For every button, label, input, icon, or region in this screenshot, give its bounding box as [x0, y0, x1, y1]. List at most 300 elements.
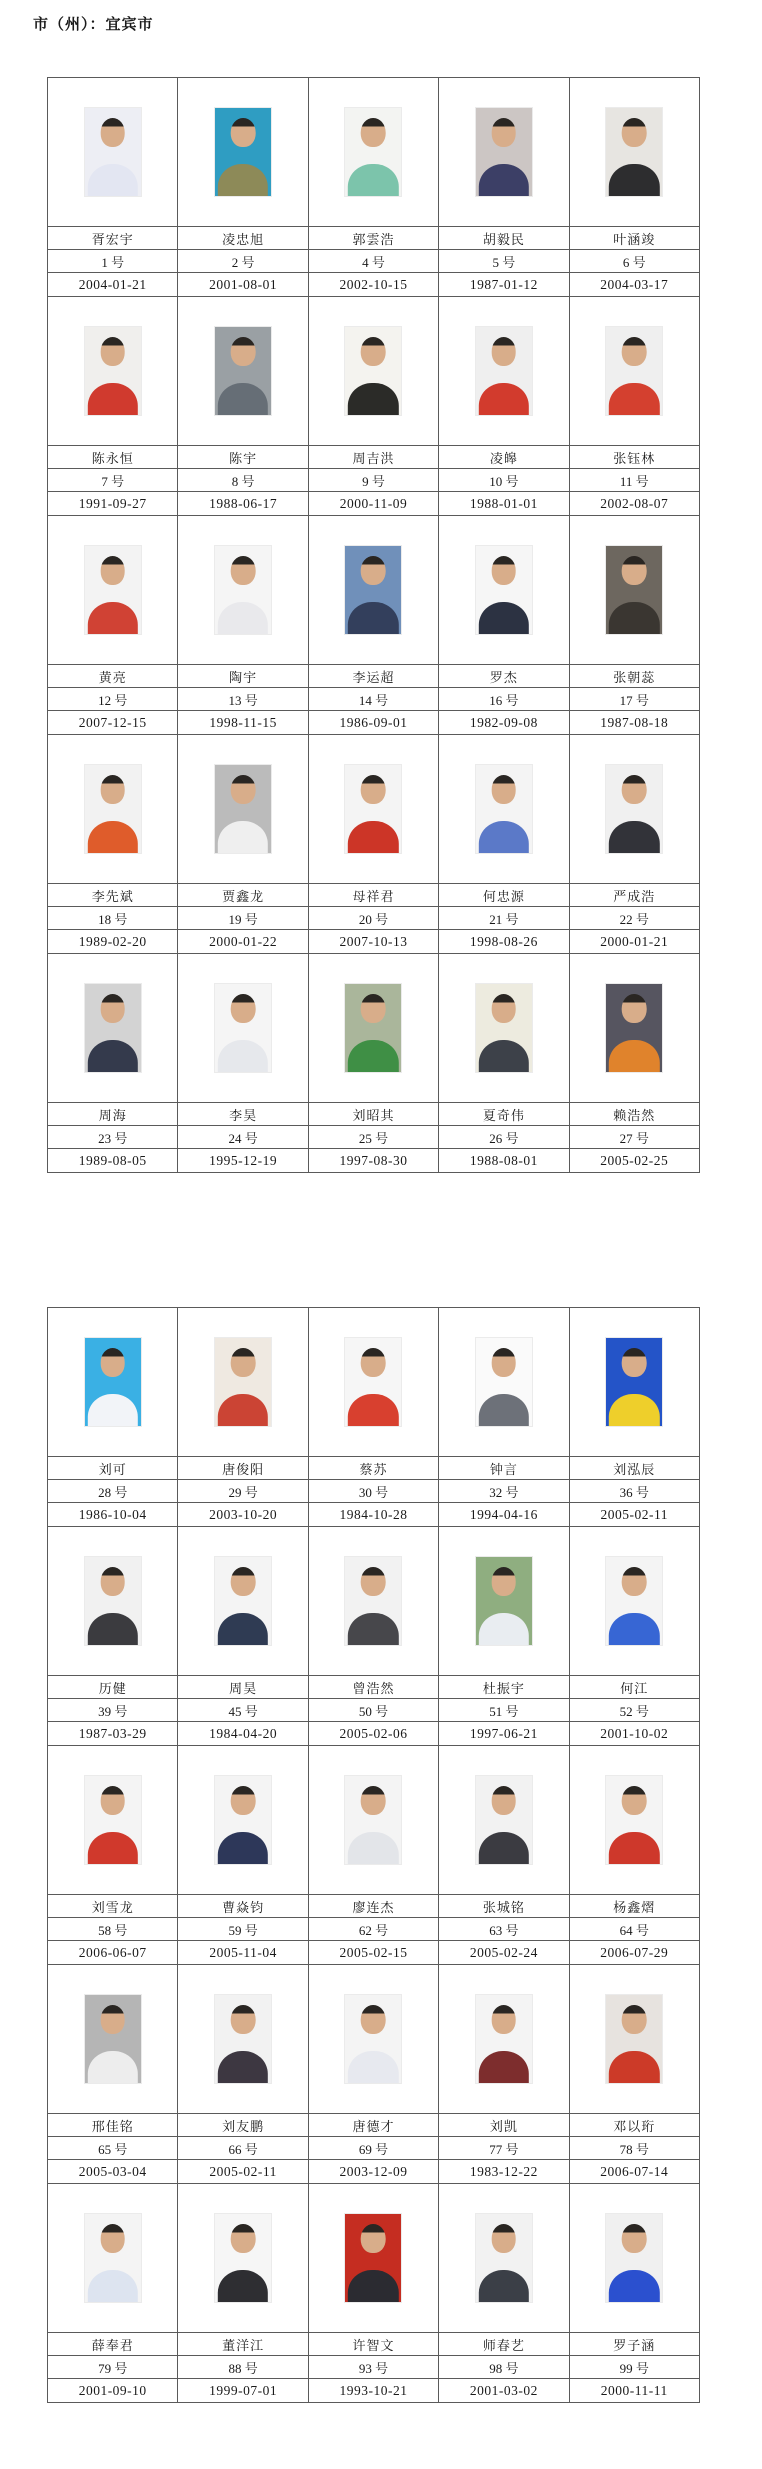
- player-number: 12 号: [48, 688, 178, 711]
- person-head-silhouette: [361, 556, 386, 585]
- player-name: 邓以珩: [569, 2114, 699, 2137]
- player-photo: [606, 765, 662, 853]
- player-number: 8 号: [178, 469, 308, 492]
- player-number: 21 号: [439, 907, 569, 930]
- player-photo: [85, 1776, 141, 1864]
- person-head-silhouette: [492, 1786, 517, 1815]
- player-number: 9 号: [308, 469, 438, 492]
- player-name: 凌皞: [439, 446, 569, 469]
- player-photo: [345, 984, 401, 1072]
- person-head-silhouette: [231, 118, 256, 147]
- player-photo: [606, 108, 662, 196]
- name-row: [48, 665, 700, 688]
- person-head-silhouette: [622, 2224, 647, 2253]
- number-row: [48, 688, 700, 711]
- player-number: 2 号: [178, 250, 308, 273]
- player-name: 母祥君: [308, 884, 438, 907]
- player-photo-cell: [178, 78, 308, 227]
- number-row: [48, 1126, 700, 1149]
- player-dob: 2002-10-15: [308, 273, 438, 297]
- player-number: 16 号: [439, 688, 569, 711]
- player-number: 66 号: [178, 2137, 308, 2160]
- person-torso-silhouette: [609, 1394, 659, 1426]
- player-dob: 1998-08-26: [439, 930, 569, 954]
- player-photo-cell: [439, 1746, 569, 1895]
- person-torso-silhouette: [348, 2270, 398, 2302]
- player-dob: 2002-08-07: [569, 492, 699, 516]
- photo-row: [48, 297, 700, 446]
- player-number: 45 号: [178, 1699, 308, 1722]
- player-photo: [345, 108, 401, 196]
- person-torso-silhouette: [609, 2270, 659, 2302]
- player-dob: 1989-02-20: [48, 930, 178, 954]
- person-torso-silhouette: [609, 1613, 659, 1645]
- player-dob: 1984-04-20: [178, 1722, 308, 1746]
- player-number: 7 号: [48, 469, 178, 492]
- player-dob: 1997-08-30: [308, 1149, 438, 1173]
- player-photo-cell: [569, 1308, 699, 1457]
- player-dob: 2006-06-07: [48, 1941, 178, 1965]
- player-photo-cell: [308, 735, 438, 884]
- player-photo-cell: [439, 78, 569, 227]
- player-number: 78 号: [569, 2137, 699, 2160]
- player-number: 14 号: [308, 688, 438, 711]
- person-head-silhouette: [622, 2005, 647, 2034]
- person-torso-silhouette: [609, 383, 659, 415]
- person-torso-silhouette: [348, 1394, 398, 1426]
- player-photo-cell: [569, 2184, 699, 2333]
- player-name: 周昊: [178, 1676, 308, 1699]
- player-photo-cell: [439, 1527, 569, 1676]
- player-name: 罗杰: [439, 665, 569, 688]
- person-head-silhouette: [361, 994, 386, 1023]
- player-photo: [215, 1557, 271, 1645]
- player-name: 刘友鹏: [178, 2114, 308, 2137]
- player-name: 凌忠旭: [178, 227, 308, 250]
- person-torso-silhouette: [479, 383, 529, 415]
- person-head-silhouette: [361, 1348, 386, 1377]
- person-head-silhouette: [100, 1567, 125, 1596]
- person-head-silhouette: [100, 2005, 125, 2034]
- person-torso-silhouette: [218, 2270, 268, 2302]
- person-torso-silhouette: [479, 1040, 529, 1072]
- player-dob: 1987-08-18: [569, 711, 699, 735]
- player-photo-cell: [48, 78, 178, 227]
- player-dob: 2004-03-17: [569, 273, 699, 297]
- player-dob: 1995-12-19: [178, 1149, 308, 1173]
- player-photo-cell: [48, 1527, 178, 1676]
- player-photo: [476, 984, 532, 1072]
- player-dob: 2005-02-11: [569, 1503, 699, 1527]
- player-photo: [476, 1776, 532, 1864]
- person-torso-silhouette: [479, 2270, 529, 2302]
- player-number: 30 号: [308, 1480, 438, 1503]
- person-head-silhouette: [231, 2224, 256, 2253]
- player-photo-cell: [439, 516, 569, 665]
- player-number: 77 号: [439, 2137, 569, 2160]
- player-photo: [345, 327, 401, 415]
- player-number: 26 号: [439, 1126, 569, 1149]
- person-torso-silhouette: [479, 602, 529, 634]
- player-number: 64 号: [569, 1918, 699, 1941]
- player-name: 蔡苏: [308, 1457, 438, 1480]
- player-number: 17 号: [569, 688, 699, 711]
- person-torso-silhouette: [87, 602, 137, 634]
- number-row: [48, 469, 700, 492]
- person-torso-silhouette: [87, 2270, 137, 2302]
- player-photo: [345, 2214, 401, 2302]
- name-row: [48, 884, 700, 907]
- player-number: 6 号: [569, 250, 699, 273]
- player-photo: [606, 984, 662, 1072]
- player-name: 夏奇伟: [439, 1103, 569, 1126]
- player-photo-cell: [308, 1308, 438, 1457]
- photo-row: [48, 954, 700, 1103]
- player-photo: [85, 2214, 141, 2302]
- player-name: 刘可: [48, 1457, 178, 1480]
- player-number: 4 号: [308, 250, 438, 273]
- player-number: 88 号: [178, 2356, 308, 2379]
- player-number: 20 号: [308, 907, 438, 930]
- photo-row: [48, 78, 700, 227]
- player-number: 18 号: [48, 907, 178, 930]
- player-dob: 2007-10-13: [308, 930, 438, 954]
- player-photo-cell: [308, 1527, 438, 1676]
- person-head-silhouette: [622, 1348, 647, 1377]
- person-torso-silhouette: [87, 164, 137, 196]
- person-torso-silhouette: [348, 164, 398, 196]
- player-dob: 1988-01-01: [439, 492, 569, 516]
- player-photo-cell: [308, 954, 438, 1103]
- player-number: 52 号: [569, 1699, 699, 1722]
- person-torso-silhouette: [218, 1040, 268, 1072]
- person-torso-silhouette: [87, 383, 137, 415]
- player-dob: 2005-02-15: [308, 1941, 438, 1965]
- player-number: 1 号: [48, 250, 178, 273]
- person-head-silhouette: [361, 118, 386, 147]
- person-torso-silhouette: [479, 1832, 529, 1864]
- player-name: 刘凯: [439, 2114, 569, 2137]
- player-name: 杨鑫熠: [569, 1895, 699, 1918]
- player-photo: [606, 546, 662, 634]
- person-torso-silhouette: [479, 164, 529, 196]
- person-head-silhouette: [361, 1567, 386, 1596]
- player-dob: 1997-06-21: [439, 1722, 569, 1746]
- player-dob: 1989-08-05: [48, 1149, 178, 1173]
- player-photo-cell: [178, 1746, 308, 1895]
- name-row: [48, 1895, 700, 1918]
- player-photo-cell: [569, 1527, 699, 1676]
- player-photo: [476, 2214, 532, 2302]
- person-head-silhouette: [622, 994, 647, 1023]
- player-dob: 2006-07-14: [569, 2160, 699, 2184]
- player-dob: 2005-03-04: [48, 2160, 178, 2184]
- player-name: 周海: [48, 1103, 178, 1126]
- person-head-silhouette: [492, 2224, 517, 2253]
- player-number: 50 号: [308, 1699, 438, 1722]
- player-name: 张钰林: [569, 446, 699, 469]
- person-head-silhouette: [231, 556, 256, 585]
- player-photo: [85, 1995, 141, 2083]
- person-head-silhouette: [492, 1567, 517, 1596]
- person-head-silhouette: [100, 556, 125, 585]
- player-name: 唐俊阳: [178, 1457, 308, 1480]
- person-torso-silhouette: [348, 2051, 398, 2083]
- player-photo: [215, 765, 271, 853]
- photo-row: [48, 735, 700, 884]
- name-row: [48, 1457, 700, 1480]
- player-dob: 2000-11-11: [569, 2379, 699, 2403]
- number-row: [48, 1699, 700, 1722]
- person-torso-silhouette: [609, 602, 659, 634]
- player-photo-cell: [48, 954, 178, 1103]
- player-number: 11 号: [569, 469, 699, 492]
- person-head-silhouette: [100, 118, 125, 147]
- player-name: 师春艺: [439, 2333, 569, 2356]
- person-head-silhouette: [492, 337, 517, 366]
- player-photo: [85, 984, 141, 1072]
- player-name: 唐德才: [308, 2114, 438, 2137]
- player-dob: 1993-10-21: [308, 2379, 438, 2403]
- player-dob: 1983-12-22: [439, 2160, 569, 2184]
- person-torso-silhouette: [87, 1394, 137, 1426]
- player-photo: [85, 546, 141, 634]
- player-name: 黄亮: [48, 665, 178, 688]
- player-photo-cell: [178, 297, 308, 446]
- player-photo-cell: [178, 2184, 308, 2333]
- player-number: 29 号: [178, 1480, 308, 1503]
- player-dob: 1987-01-12: [439, 273, 569, 297]
- person-torso-silhouette: [218, 602, 268, 634]
- player-dob: 2005-11-04: [178, 1941, 308, 1965]
- player-dob: 2001-03-02: [439, 2379, 569, 2403]
- player-dob: 2005-02-25: [569, 1149, 699, 1173]
- player-photo-cell: [569, 297, 699, 446]
- name-row: [48, 2114, 700, 2137]
- player-photo: [215, 1338, 271, 1426]
- player-dob: 2001-08-01: [178, 273, 308, 297]
- player-name: 杜振宇: [439, 1676, 569, 1699]
- person-head-silhouette: [100, 1348, 125, 1377]
- player-photo-cell: [569, 735, 699, 884]
- player-name: 郭雲浩: [308, 227, 438, 250]
- player-number: 63 号: [439, 1918, 569, 1941]
- player-photo-cell: [308, 516, 438, 665]
- player-photo-cell: [48, 297, 178, 446]
- player-name: 何忠源: [439, 884, 569, 907]
- person-head-silhouette: [231, 2005, 256, 2034]
- person-head-silhouette: [622, 118, 647, 147]
- player-name: 李昊: [178, 1103, 308, 1126]
- person-torso-silhouette: [348, 1040, 398, 1072]
- player-photo-cell: [178, 516, 308, 665]
- player-name: 罗子涵: [569, 2333, 699, 2356]
- player-photo: [85, 108, 141, 196]
- player-name: 刘雪龙: [48, 1895, 178, 1918]
- number-row: [48, 2356, 700, 2379]
- person-torso-silhouette: [87, 1040, 137, 1072]
- photo-row: [48, 2184, 700, 2333]
- roster-table-2: [47, 1307, 700, 2403]
- player-name: 陶宇: [178, 665, 308, 688]
- person-head-silhouette: [361, 2005, 386, 2034]
- player-number: 24 号: [178, 1126, 308, 1149]
- player-photo-cell: [308, 297, 438, 446]
- player-photo: [476, 1995, 532, 2083]
- photo-row: [48, 1746, 700, 1895]
- person-torso-silhouette: [479, 1613, 529, 1645]
- person-torso-silhouette: [609, 1832, 659, 1864]
- person-torso-silhouette: [218, 821, 268, 853]
- player-number: 59 号: [178, 1918, 308, 1941]
- player-photo: [606, 1338, 662, 1426]
- player-number: 28 号: [48, 1480, 178, 1503]
- player-photo: [606, 1557, 662, 1645]
- person-head-silhouette: [231, 1348, 256, 1377]
- player-dob: 2003-12-09: [308, 2160, 438, 2184]
- dob-row: [48, 1941, 700, 1965]
- page-title: 市（州）：宜宾市: [33, 17, 154, 33]
- player-number: 51 号: [439, 1699, 569, 1722]
- person-torso-silhouette: [87, 2051, 137, 2083]
- player-name: 陈永恒: [48, 446, 178, 469]
- player-dob: 1998-11-15: [178, 711, 308, 735]
- player-photo-cell: [308, 2184, 438, 2333]
- player-dob: 2007-12-15: [48, 711, 178, 735]
- player-number: 10 号: [439, 469, 569, 492]
- person-head-silhouette: [622, 1786, 647, 1815]
- player-photo: [476, 765, 532, 853]
- player-photo-cell: [569, 78, 699, 227]
- player-photo-cell: [439, 2184, 569, 2333]
- player-number: 39 号: [48, 1699, 178, 1722]
- player-number: 65 号: [48, 2137, 178, 2160]
- player-photo: [85, 765, 141, 853]
- player-name: 廖连杰: [308, 1895, 438, 1918]
- person-head-silhouette: [231, 1786, 256, 1815]
- player-number: 22 号: [569, 907, 699, 930]
- player-photo-cell: [48, 1746, 178, 1895]
- player-name: 胡毅民: [439, 227, 569, 250]
- player-name: 张朝蕊: [569, 665, 699, 688]
- player-number: 23 号: [48, 1126, 178, 1149]
- player-photo-cell: [48, 1965, 178, 2114]
- player-photo-cell: [178, 1308, 308, 1457]
- person-head-silhouette: [231, 775, 256, 804]
- person-torso-silhouette: [348, 821, 398, 853]
- player-photo-cell: [178, 1965, 308, 2114]
- person-head-silhouette: [622, 556, 647, 585]
- person-torso-silhouette: [218, 383, 268, 415]
- player-photo: [476, 546, 532, 634]
- player-photo: [606, 2214, 662, 2302]
- player-photo-cell: [308, 78, 438, 227]
- person-torso-silhouette: [479, 1394, 529, 1426]
- person-torso-silhouette: [218, 1613, 268, 1645]
- person-head-silhouette: [492, 775, 517, 804]
- player-number: 27 号: [569, 1126, 699, 1149]
- player-name: 叶涵竣: [569, 227, 699, 250]
- player-photo: [215, 327, 271, 415]
- person-head-silhouette: [622, 1567, 647, 1596]
- player-number: 98 号: [439, 2356, 569, 2379]
- person-head-silhouette: [231, 337, 256, 366]
- player-photo: [85, 1557, 141, 1645]
- person-torso-silhouette: [218, 2051, 268, 2083]
- number-row: [48, 907, 700, 930]
- player-photo-cell: [439, 1965, 569, 2114]
- player-photo: [215, 1776, 271, 1864]
- player-number: 79 号: [48, 2356, 178, 2379]
- photo-row: [48, 1527, 700, 1676]
- player-name: 许智文: [308, 2333, 438, 2356]
- person-head-silhouette: [100, 994, 125, 1023]
- person-torso-silhouette: [609, 2051, 659, 2083]
- person-head-silhouette: [100, 1786, 125, 1815]
- dob-row: [48, 930, 700, 954]
- person-head-silhouette: [100, 337, 125, 366]
- player-number: 32 号: [439, 1480, 569, 1503]
- player-photo-cell: [178, 1527, 308, 1676]
- player-photo-cell: [569, 954, 699, 1103]
- photo-row: [48, 516, 700, 665]
- person-head-silhouette: [622, 775, 647, 804]
- player-name: 曹焱钧: [178, 1895, 308, 1918]
- player-photo-cell: [48, 735, 178, 884]
- player-photo: [85, 327, 141, 415]
- player-photo-cell: [48, 1308, 178, 1457]
- player-name: 薛奉君: [48, 2333, 178, 2356]
- person-torso-silhouette: [87, 1832, 137, 1864]
- person-torso-silhouette: [87, 1613, 137, 1645]
- player-dob: 2004-01-21: [48, 273, 178, 297]
- person-head-silhouette: [492, 118, 517, 147]
- player-dob: 2005-02-06: [308, 1722, 438, 1746]
- player-dob: 1982-09-08: [439, 711, 569, 735]
- player-photo: [476, 327, 532, 415]
- person-head-silhouette: [492, 556, 517, 585]
- player-name: 贾鑫龙: [178, 884, 308, 907]
- person-torso-silhouette: [218, 164, 268, 196]
- name-row: [48, 227, 700, 250]
- player-photo-cell: [439, 954, 569, 1103]
- dob-row: [48, 1722, 700, 1746]
- player-photo: [345, 1557, 401, 1645]
- photo-row: [48, 1965, 700, 2114]
- player-photo-cell: [308, 1965, 438, 2114]
- player-dob: 1999-07-01: [178, 2379, 308, 2403]
- player-name: 历健: [48, 1676, 178, 1699]
- player-photo-cell: [569, 1965, 699, 2114]
- player-photo-cell: [439, 735, 569, 884]
- person-head-silhouette: [231, 1567, 256, 1596]
- person-head-silhouette: [492, 2005, 517, 2034]
- player-name: 严成浩: [569, 884, 699, 907]
- player-dob: 1991-09-27: [48, 492, 178, 516]
- person-head-silhouette: [361, 775, 386, 804]
- player-photo-cell: [569, 1746, 699, 1895]
- person-head-silhouette: [100, 2224, 125, 2253]
- number-row: [48, 2137, 700, 2160]
- player-number: 93 号: [308, 2356, 438, 2379]
- player-dob: 1986-10-04: [48, 1503, 178, 1527]
- name-row: [48, 1103, 700, 1126]
- player-photo: [476, 1338, 532, 1426]
- player-dob: 2005-02-11: [178, 2160, 308, 2184]
- person-torso-silhouette: [218, 1394, 268, 1426]
- person-torso-silhouette: [609, 1040, 659, 1072]
- player-name: 周吉洪: [308, 446, 438, 469]
